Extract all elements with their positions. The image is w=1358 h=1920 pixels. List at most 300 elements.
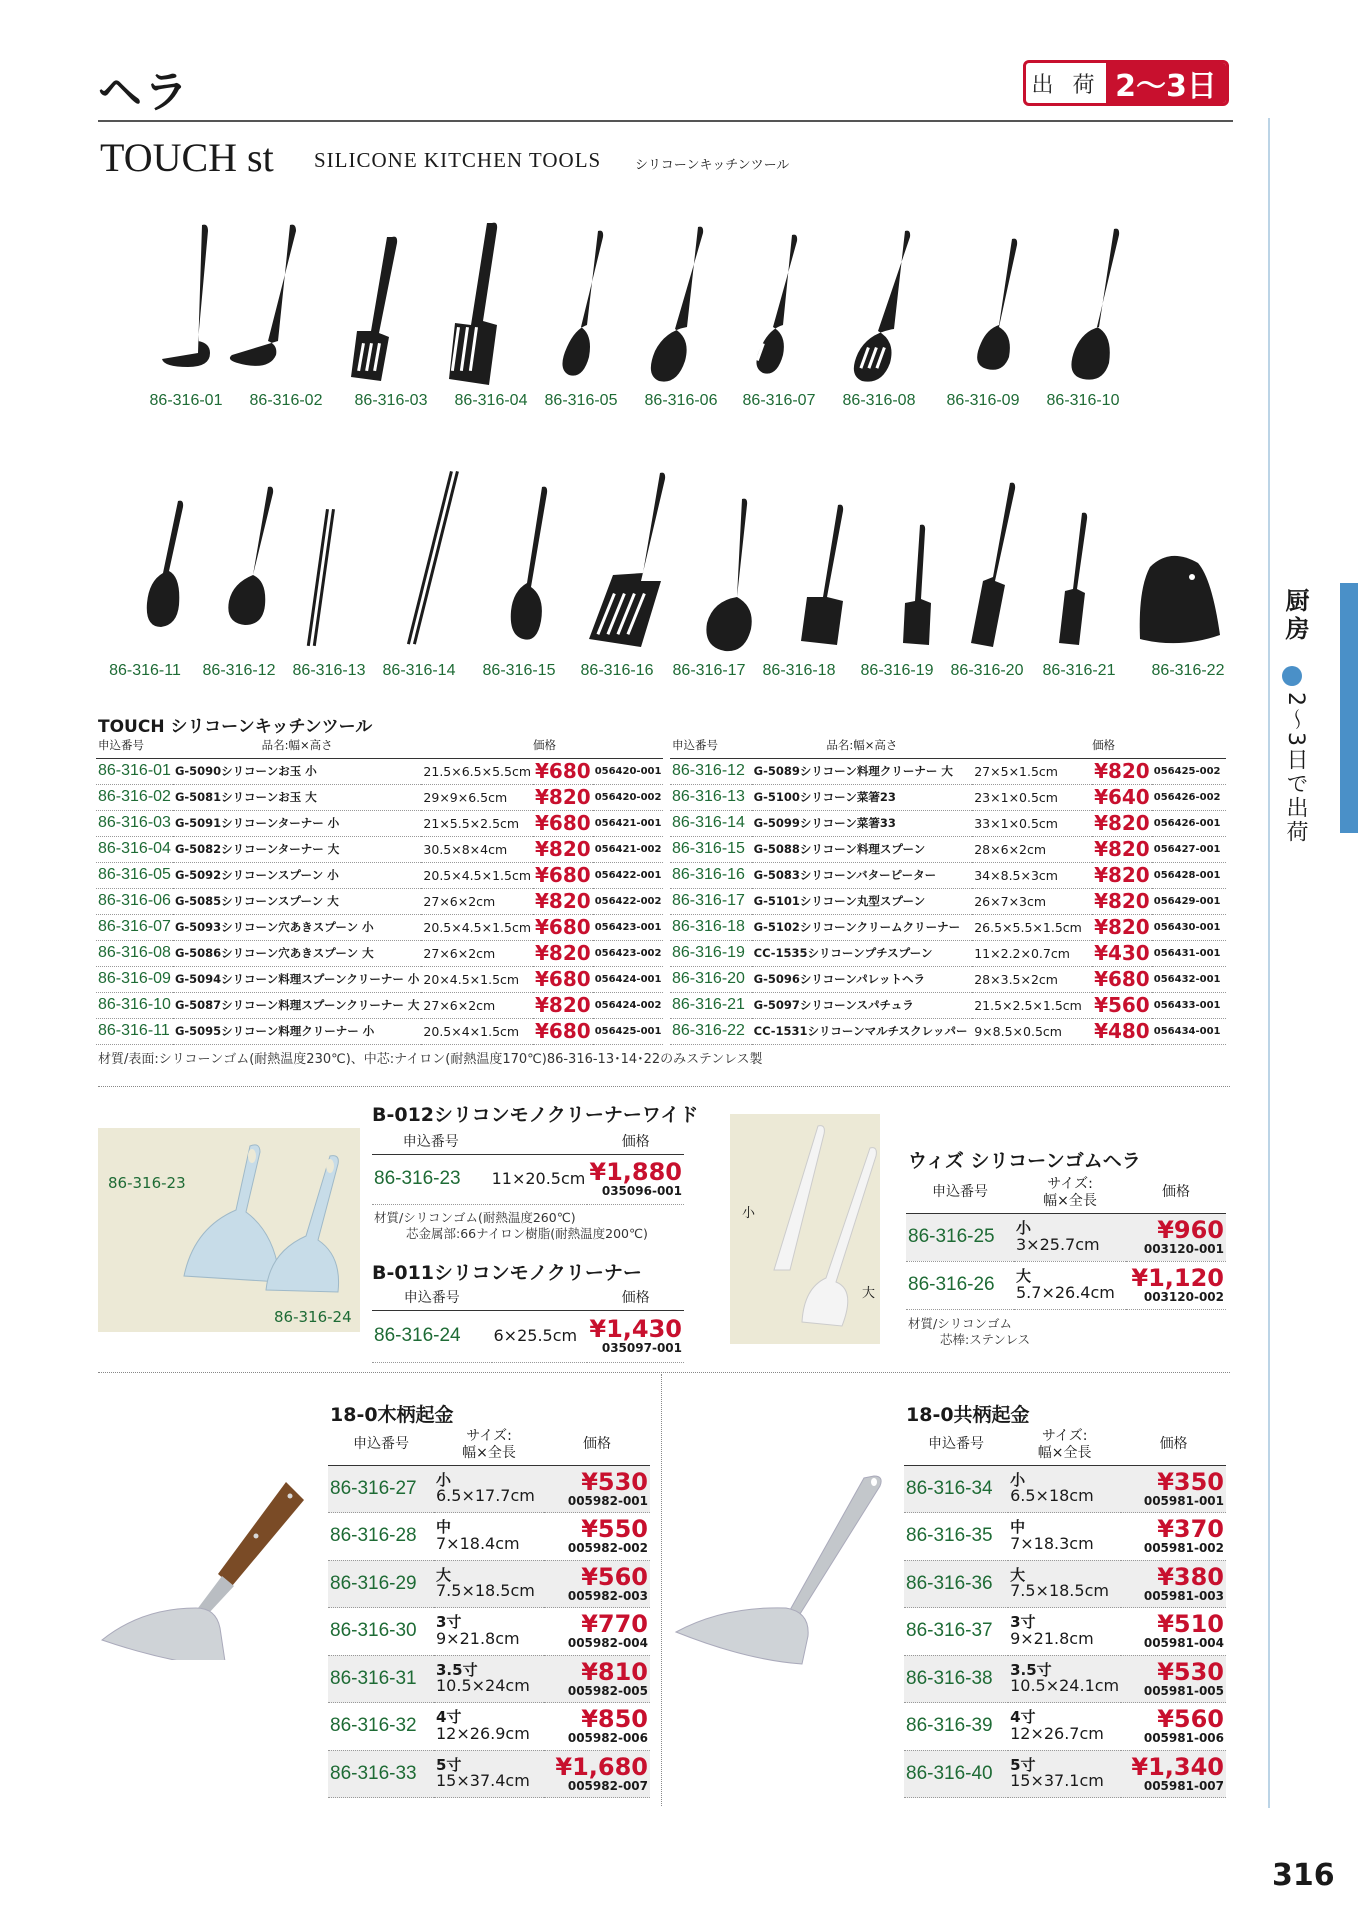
product-code: 86-316-38 bbox=[904, 1655, 1008, 1703]
jan-code: 005981-003 bbox=[1143, 1588, 1224, 1603]
product-size: 6.5×17.7cm bbox=[436, 1486, 535, 1506]
product-size: 12×26.9cm bbox=[436, 1723, 530, 1743]
product-name: G-5094シリコーン料理スプーンクリーナー 小 bbox=[173, 966, 421, 992]
price: ¥680 bbox=[1094, 967, 1150, 991]
product-code: 86-316-19 bbox=[670, 940, 752, 966]
product-code: 86-316-31 bbox=[328, 1655, 434, 1703]
b012-table bbox=[372, 1134, 684, 1205]
price: ¥1,880 bbox=[589, 1158, 682, 1187]
price-cell bbox=[1121, 1513, 1226, 1561]
header-code: 申込番号 bbox=[372, 1134, 490, 1154]
item-code-label: 86-316-15 bbox=[482, 662, 556, 679]
item-code-label: 86-316-09 bbox=[946, 392, 1020, 409]
cream-cleaner-icon bbox=[801, 505, 843, 645]
header-price: 価格 bbox=[1126, 1176, 1226, 1213]
wood-turner-image bbox=[96, 1460, 336, 1660]
jan-code: 005982-004 bbox=[567, 1636, 648, 1651]
price-cell bbox=[1126, 1261, 1226, 1309]
table-row bbox=[96, 966, 663, 992]
jan-code: 005981-004 bbox=[1143, 1636, 1224, 1651]
slotted-spoon-small-icon bbox=[756, 235, 797, 374]
brand-subtitle: SILICONE KITCHEN TOOLS bbox=[314, 148, 602, 172]
wiz-large-label: 大 bbox=[862, 1286, 876, 1301]
product-size: 7.5×18.5cm bbox=[436, 1581, 535, 1601]
size-cell bbox=[1008, 1750, 1121, 1798]
table-row bbox=[904, 1560, 1226, 1608]
product-size: 12×26.7cm bbox=[1010, 1723, 1104, 1743]
product-name: G-5096シリコーンパレットヘラ bbox=[752, 966, 973, 992]
header-code: 申込番号 bbox=[96, 732, 173, 758]
wiz-photo bbox=[730, 1114, 880, 1344]
jan-code: 005981-005 bbox=[1143, 1683, 1224, 1698]
item-code-label: 86-316-20 bbox=[950, 662, 1024, 679]
size-label: 5寸 bbox=[1010, 1755, 1036, 1774]
item-code-label: 86-316-12 bbox=[202, 662, 276, 679]
price-cell bbox=[544, 1750, 650, 1798]
product-code: 86-316-26 bbox=[906, 1261, 1014, 1309]
item-code-label: 86-316-18 bbox=[762, 662, 836, 679]
price: ¥820 bbox=[1094, 759, 1150, 783]
header-size-line2: 幅×全長 bbox=[1043, 1192, 1097, 1209]
product-name: G-5081シリコーンお玉 大 bbox=[173, 784, 421, 810]
table-row bbox=[96, 810, 663, 836]
jan-code: 005982-002 bbox=[567, 1541, 648, 1556]
product-name: G-5088シリコーン料理スプーン bbox=[752, 836, 973, 862]
price-cell bbox=[1126, 1213, 1226, 1261]
price: ¥560 bbox=[1157, 1705, 1224, 1734]
table-row bbox=[904, 1750, 1226, 1798]
wiz-note-line1: 材質/シリコンゴム bbox=[908, 1316, 1012, 1331]
cleaner-large-icon bbox=[228, 487, 273, 625]
jan-code: 035097-001 bbox=[601, 1341, 682, 1356]
product-size: 21.5×2.5×1.5cm bbox=[972, 992, 1092, 1018]
spoon-cleaner-small-icon bbox=[977, 239, 1017, 370]
header-price: 価格 bbox=[544, 1428, 650, 1465]
product-size: 15×37.4cm bbox=[436, 1771, 530, 1791]
product-size: 7.5×18.5cm bbox=[1010, 1581, 1109, 1601]
table-row bbox=[906, 1213, 1226, 1261]
table-row bbox=[96, 940, 663, 966]
header-size bbox=[434, 1428, 544, 1465]
product-size: 10.5×24cm bbox=[436, 1676, 530, 1696]
header-code: 申込番号 bbox=[328, 1428, 434, 1465]
product-name: G-5086シリコーン穴あきスプーン 大 bbox=[173, 940, 421, 966]
column-divider bbox=[661, 1374, 662, 1806]
product-size: 9×21.8cm bbox=[1010, 1628, 1094, 1648]
ladle-large-icon bbox=[230, 225, 296, 366]
price-cell bbox=[1121, 1655, 1226, 1703]
petit-spoon-icon bbox=[903, 525, 931, 645]
product-code: 86-316-27 bbox=[328, 1465, 434, 1513]
jan-code: 035096-001 bbox=[601, 1184, 682, 1199]
row1-code-labels bbox=[0, 392, 1358, 412]
header-size bbox=[1014, 1176, 1126, 1213]
size-cell bbox=[1008, 1465, 1121, 1513]
size-cell bbox=[1008, 1703, 1121, 1751]
product-size: 7×18.3cm bbox=[1010, 1533, 1094, 1553]
product-code: 86-316-17 bbox=[670, 888, 752, 914]
table-row bbox=[670, 758, 1226, 784]
table-row bbox=[904, 1465, 1226, 1513]
multi-scraper-icon bbox=[1140, 556, 1220, 643]
table-row bbox=[904, 1608, 1226, 1656]
header-code: 申込番号 bbox=[904, 1428, 1008, 1465]
table-row bbox=[670, 992, 1226, 1018]
spoon-large-icon bbox=[651, 227, 703, 382]
table-row bbox=[670, 862, 1226, 888]
product-code: 86-316-30 bbox=[328, 1608, 434, 1656]
size-cell bbox=[1014, 1213, 1126, 1261]
price: ¥550 bbox=[581, 1515, 648, 1544]
size-label: 小 bbox=[1016, 1218, 1032, 1237]
table-row bbox=[670, 966, 1226, 992]
product-size: 7×18.4cm bbox=[436, 1533, 520, 1553]
side-category: 厨房 bbox=[1281, 588, 1309, 644]
price: ¥350 bbox=[1157, 1467, 1224, 1496]
wiz-note bbox=[908, 1316, 1030, 1349]
header-name: 品名:幅×高さ bbox=[752, 732, 973, 758]
product-name: G-5082シリコーンターナー 大 bbox=[173, 836, 421, 862]
table-row bbox=[328, 1750, 650, 1798]
item-code-label: 86-316-01 bbox=[149, 392, 223, 409]
table-row bbox=[670, 940, 1226, 966]
header-size bbox=[1008, 1428, 1121, 1465]
product-code: 86-316-14 bbox=[670, 810, 752, 836]
header-size-line1: サイズ: bbox=[1041, 1428, 1088, 1444]
product-code: 86-316-05 bbox=[96, 862, 173, 888]
b012-title: B-012シリコンモノクリーナーワイド bbox=[372, 1104, 699, 1126]
product-size: 15×37.1cm bbox=[1010, 1771, 1104, 1791]
price-cell bbox=[1121, 1608, 1226, 1656]
product-code: 86-316-15 bbox=[670, 836, 752, 862]
price: ¥680 bbox=[535, 811, 591, 835]
product-code: 86-316-06 bbox=[96, 888, 173, 914]
size-cell bbox=[434, 1465, 544, 1513]
steel-title: 18-0共柄起金 bbox=[906, 1404, 1030, 1426]
price-cell bbox=[544, 1703, 650, 1751]
table-row bbox=[904, 1655, 1226, 1703]
size-label: 3寸 bbox=[1010, 1613, 1036, 1632]
product-code: 86-316-13 bbox=[670, 784, 752, 810]
product-size: 6.5×18cm bbox=[1010, 1486, 1094, 1506]
side-rule bbox=[1268, 118, 1270, 1808]
jan-code: 056427-001 bbox=[1152, 836, 1226, 862]
header-code: 申込番号 bbox=[906, 1176, 1014, 1213]
product-name: G-5087シリコーン料理スプーンクリーナー 大 bbox=[173, 992, 421, 1018]
product-code: 86-316-22 bbox=[670, 1018, 752, 1044]
price-cell bbox=[1121, 1750, 1226, 1798]
row2-code-labels bbox=[0, 662, 1358, 682]
product-size: 21.5×6.5×5.5cm bbox=[421, 758, 533, 784]
header-size-line1: サイズ: bbox=[466, 1428, 512, 1444]
size-cell bbox=[434, 1750, 544, 1798]
cleaner-photo bbox=[98, 1128, 360, 1332]
product-size: 6×25.5cm bbox=[492, 1310, 588, 1362]
price: ¥820 bbox=[535, 837, 591, 861]
header-code: 申込番号 bbox=[670, 732, 752, 758]
table-row bbox=[670, 888, 1226, 914]
item-code-label: 86-316-13 bbox=[292, 662, 366, 679]
jan-code: 056424-002 bbox=[593, 992, 664, 1018]
product-name: G-5092シリコーンスプーン 小 bbox=[173, 862, 421, 888]
turner-small-icon bbox=[351, 237, 397, 381]
table-row bbox=[670, 784, 1226, 810]
jan-code: 056432-001 bbox=[1152, 966, 1226, 992]
product-size: 23×1×0.5cm bbox=[972, 784, 1092, 810]
product-name: CC-1535シリコーンプチスプーン bbox=[752, 940, 973, 966]
table-body-left bbox=[96, 758, 663, 1044]
shipping-value: 2〜3日 bbox=[1106, 63, 1226, 103]
jan-code: 056420-001 bbox=[593, 758, 664, 784]
size-label: 大 bbox=[1010, 1565, 1026, 1584]
size-cell bbox=[434, 1703, 544, 1751]
jan-code: 005982-005 bbox=[567, 1683, 648, 1698]
product-size: 11×2.2×0.7cm bbox=[972, 940, 1092, 966]
header-size bbox=[972, 732, 1092, 758]
size-cell bbox=[1014, 1261, 1126, 1309]
table-row bbox=[96, 992, 663, 1018]
header-size bbox=[490, 1134, 588, 1154]
product-table-right bbox=[670, 732, 1226, 1045]
table-row bbox=[96, 862, 663, 888]
tools-row1-illustration bbox=[130, 215, 1130, 390]
price: ¥680 bbox=[535, 967, 591, 991]
price-cell bbox=[544, 1655, 650, 1703]
product-name: G-5093シリコーン穴あきスプーン 小 bbox=[173, 914, 421, 940]
price: ¥560 bbox=[1094, 993, 1150, 1017]
table-row bbox=[96, 888, 663, 914]
page-title: ヘラ bbox=[98, 67, 190, 118]
side-tab-marker bbox=[1340, 583, 1358, 833]
product-size: 27×6×2cm bbox=[421, 888, 533, 914]
item-code-label: 86-316-21 bbox=[1042, 662, 1116, 679]
price-cell bbox=[1121, 1560, 1226, 1608]
product-name: G-5102シリコーンクリームクリーナー bbox=[752, 914, 973, 940]
product-code: 86-316-03 bbox=[96, 810, 173, 836]
size-label: 4寸 bbox=[1010, 1708, 1036, 1727]
product-size: 20.5×4×1.5cm bbox=[421, 1018, 533, 1044]
item-code-label: 86-316-05 bbox=[544, 392, 618, 409]
product-size: 30.5×8×4cm bbox=[421, 836, 533, 862]
price: ¥370 bbox=[1157, 1515, 1224, 1544]
product-size: 20×4.5×1.5cm bbox=[421, 966, 533, 992]
price: ¥820 bbox=[1094, 811, 1150, 835]
wiz-spatula-image bbox=[730, 1114, 880, 1344]
item-code-label: 86-316-19 bbox=[860, 662, 934, 679]
product-code: 86-316-18 bbox=[670, 914, 752, 940]
brand-japanese: シリコーンキッチンツール bbox=[635, 158, 790, 173]
product-code: 86-316-10 bbox=[96, 992, 173, 1018]
product-size: 21×5.5×2.5cm bbox=[421, 810, 533, 836]
jan-code: 056420-002 bbox=[593, 784, 664, 810]
wiz-title: ウィズ シリコーンゴムヘラ bbox=[908, 1150, 1141, 1172]
table-row bbox=[670, 810, 1226, 836]
price: ¥820 bbox=[535, 993, 591, 1017]
jan-code: 056421-002 bbox=[593, 836, 664, 862]
jan-code: 005981-006 bbox=[1143, 1731, 1224, 1746]
header-price: 価格 bbox=[1092, 732, 1226, 758]
b012-note-line2: 芯金属部:66ナイロン樹脂(耐熱温度200℃) bbox=[406, 1226, 648, 1242]
slotted-spoon-large-icon bbox=[854, 231, 910, 382]
cleaner-image bbox=[98, 1128, 360, 1332]
product-name: G-5083シリコーンバターピーター bbox=[752, 862, 973, 888]
price: ¥820 bbox=[535, 889, 591, 913]
wiz-body bbox=[906, 1213, 1226, 1309]
price: ¥560 bbox=[581, 1562, 648, 1591]
product-size: 20.5×4.5×1.5cm bbox=[421, 862, 533, 888]
price: ¥820 bbox=[1094, 863, 1150, 887]
price: ¥640 bbox=[1094, 785, 1150, 809]
size-label: 3.5寸 bbox=[436, 1660, 478, 1679]
product-code: 86-316-12 bbox=[670, 758, 752, 784]
price-cell bbox=[1121, 1465, 1226, 1513]
product-code: 86-316-25 bbox=[906, 1213, 1014, 1261]
jan-code: 003120-001 bbox=[1143, 1242, 1224, 1257]
item-code-label: 86-316-17 bbox=[672, 662, 746, 679]
item-code-label: 86-316-10 bbox=[1046, 392, 1120, 409]
header-code: 申込番号 bbox=[372, 1290, 492, 1310]
table-row bbox=[904, 1703, 1226, 1751]
product-name: G-5100シリコーン菜箸23 bbox=[752, 784, 973, 810]
product-code: 86-316-11 bbox=[96, 1018, 173, 1044]
price: ¥680 bbox=[535, 1019, 591, 1043]
section-divider bbox=[98, 1086, 1230, 1087]
size-cell bbox=[1008, 1513, 1121, 1561]
jan-code: 005981-001 bbox=[1143, 1493, 1224, 1508]
table-row bbox=[328, 1513, 650, 1561]
b011-title: B-011シリコンモノクリーナー bbox=[372, 1262, 642, 1284]
jan-code: 005982-001 bbox=[567, 1493, 648, 1508]
b012-note-line1: 材質/シリコンゴム(耐熱温度260℃) bbox=[374, 1210, 576, 1225]
jan-code: 005982-003 bbox=[567, 1588, 648, 1603]
table-row bbox=[96, 784, 663, 810]
product-code: 86-316-36 bbox=[904, 1560, 1008, 1608]
jan-code: 056433-001 bbox=[1152, 992, 1226, 1018]
product-code: 86-316-08 bbox=[96, 940, 173, 966]
wiz-table bbox=[906, 1176, 1226, 1310]
table-row bbox=[96, 914, 663, 940]
b012-note bbox=[374, 1210, 648, 1243]
jan-code: 005982-007 bbox=[567, 1778, 648, 1793]
cleaner-small-icon bbox=[147, 501, 183, 627]
product-code: 86-316-04 bbox=[96, 836, 173, 862]
jan-code: 056430-001 bbox=[1152, 914, 1226, 940]
product-code: 86-316-28 bbox=[328, 1513, 434, 1561]
price: ¥1,680 bbox=[555, 1752, 648, 1781]
product-code: 86-316-32 bbox=[328, 1703, 434, 1751]
size-cell bbox=[434, 1608, 544, 1656]
product-code: 86-316-07 bbox=[96, 914, 173, 940]
size-label: 中 bbox=[436, 1518, 452, 1537]
product-name: G-5089シリコーン料理クリーナー 大 bbox=[752, 758, 973, 784]
table-row bbox=[670, 1018, 1226, 1044]
size-cell bbox=[434, 1513, 544, 1561]
product-table-left bbox=[96, 732, 663, 1045]
product-code: 86-316-33 bbox=[328, 1750, 434, 1798]
size-label: 小 bbox=[1010, 1470, 1026, 1489]
jan-code: 056423-001 bbox=[593, 914, 664, 940]
butter-beater-icon bbox=[589, 473, 665, 647]
item-code-label: 86-316-08 bbox=[842, 392, 916, 409]
table-body-right bbox=[670, 758, 1226, 1044]
item-code-label: 86-316-11 bbox=[109, 662, 181, 679]
table-row bbox=[670, 914, 1226, 940]
table-row bbox=[328, 1560, 650, 1608]
side-shipping: 2〜3日で出荷 bbox=[1283, 692, 1308, 844]
header-price: 価格 bbox=[1121, 1428, 1226, 1465]
jan-code: 056425-002 bbox=[1152, 758, 1226, 784]
price: ¥810 bbox=[581, 1657, 648, 1686]
jan-code: 056421-001 bbox=[593, 810, 664, 836]
item-code-label: 86-316-16 bbox=[580, 662, 654, 679]
brand-name: TOUCH st bbox=[100, 135, 274, 180]
shipping-label: 出 荷 bbox=[1031, 72, 1101, 98]
material-note: 材質/表面:シリコーンゴム(耐熱温度230℃)、中芯:ナイロン(耐熱温度170℃)86-316-13･14･22のみステンレス製 bbox=[98, 1052, 763, 1067]
header-size-line1: サイズ: bbox=[1047, 1176, 1093, 1192]
price: ¥510 bbox=[1157, 1610, 1224, 1639]
price: ¥530 bbox=[581, 1467, 648, 1496]
product-size: 27×5×1.5cm bbox=[972, 758, 1092, 784]
price: ¥480 bbox=[1094, 1019, 1150, 1043]
price: ¥960 bbox=[1157, 1216, 1224, 1245]
table-row bbox=[904, 1513, 1226, 1561]
cooking-spoon-icon bbox=[511, 487, 547, 640]
jan-code: 056423-002 bbox=[593, 940, 664, 966]
header-name: 品名:幅×高さ bbox=[173, 732, 421, 758]
size-label: 小 bbox=[436, 1470, 452, 1489]
table-row bbox=[328, 1608, 650, 1656]
product-size: 29×9×6.5cm bbox=[421, 784, 533, 810]
item-code-label: 86-316-14 bbox=[382, 662, 456, 679]
size-label: 4寸 bbox=[436, 1708, 462, 1727]
table-title: TOUCH シリコーンキッチンツール bbox=[98, 717, 373, 737]
photo-label-24: 86-316-24 bbox=[274, 1308, 352, 1326]
size-cell bbox=[1008, 1655, 1121, 1703]
table-row bbox=[96, 1018, 663, 1044]
product-name: G-5085シリコーンスプーン 大 bbox=[173, 888, 421, 914]
product-code: 86-316-02 bbox=[96, 784, 173, 810]
product-size: 33×1×0.5cm bbox=[972, 810, 1092, 836]
product-code: 86-316-40 bbox=[904, 1750, 1008, 1798]
product-size: 10.5×24.1cm bbox=[1010, 1676, 1120, 1696]
size-label: 大 bbox=[436, 1565, 452, 1584]
price: ¥820 bbox=[535, 941, 591, 965]
product-size: 3×25.7cm bbox=[1016, 1234, 1100, 1254]
wood-body bbox=[328, 1465, 650, 1798]
jan-code: 005981-007 bbox=[1143, 1778, 1224, 1793]
size-cell bbox=[434, 1655, 544, 1703]
size-cell bbox=[1008, 1608, 1121, 1656]
product-code: 86-316-35 bbox=[904, 1513, 1008, 1561]
product-size: 9×8.5×0.5cm bbox=[972, 1018, 1092, 1044]
price-cell bbox=[1121, 1703, 1226, 1751]
table-row bbox=[328, 1655, 650, 1703]
product-code: 86-316-09 bbox=[96, 966, 173, 992]
size-cell bbox=[434, 1560, 544, 1608]
table-row bbox=[670, 836, 1226, 862]
price: ¥680 bbox=[535, 863, 591, 887]
product-size: 27×6×2cm bbox=[421, 940, 533, 966]
jan-code: 056428-001 bbox=[1152, 862, 1226, 888]
item-code-label: 86-316-03 bbox=[354, 392, 428, 409]
product-code: 86-316-34 bbox=[904, 1465, 1008, 1513]
product-size: 27×6×2cm bbox=[421, 992, 533, 1018]
product-name: G-5090シリコーンお玉 小 bbox=[173, 758, 421, 784]
jan-code: 005982-006 bbox=[567, 1731, 648, 1746]
product-name: G-5091シリコーンターナー 小 bbox=[173, 810, 421, 836]
jan-code: 056422-001 bbox=[593, 862, 664, 888]
size-cell bbox=[1008, 1560, 1121, 1608]
